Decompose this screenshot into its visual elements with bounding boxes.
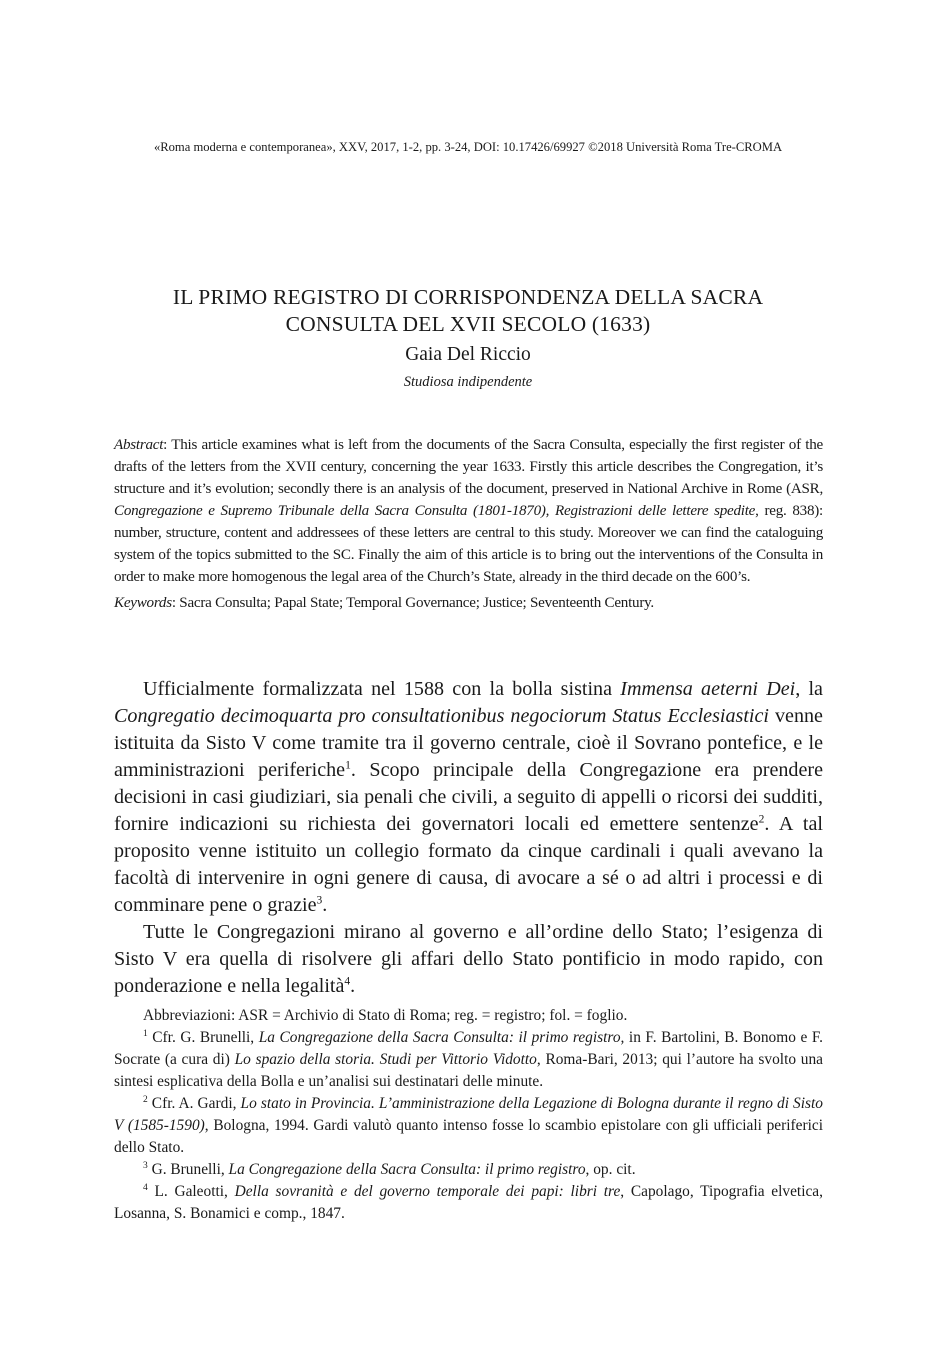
abstract-source-title: Congregazione e Supremo Tribunale della Sacra Consulta (1801-1870), Registrazioni delle lettere spedite: [114, 503, 756, 519]
footnote-ref-2[interactable]: 2: [758, 813, 765, 826]
footnote-number: 3: [143, 1160, 148, 1171]
body-italic-span: Immensa aeterni Dei: [620, 678, 796, 700]
footnote-italic: Lo spazio della storia. Studi per Vittorio Vidotto: [234, 1051, 537, 1068]
footnote-text: , Capolago, Tipografia elvetica, Losanna, S. Bonamici e comp., 1847.: [114, 1183, 823, 1222]
body-paragraph-2: [114, 919, 823, 1000]
footnote-ref-3[interactable]: 3: [316, 894, 323, 907]
body-text-span: . Scopo principale della Congregazione era prendere decisioni in casi giudiziari, sia penali che civili, a seguito di appelli o ricorsi dei sudditi, fornire indicazioni su richiesta dei governatori locali ed emettere sentenze: [114, 759, 823, 835]
body-text-span: .: [322, 894, 328, 916]
footnote-text: , Roma-Bari, 2013; qui l’autore ha svolto una sintesi esplicativa della Bolla e un’analisi sui destinatari delle minute.: [114, 1051, 824, 1090]
article-title-line-1: IL PRIMO REGISTRO DI CORRISPONDENZA DELLA SACRA: [172, 285, 764, 309]
title-block: [100, 284, 836, 392]
footnote-text: Cfr. A. Gardi,: [147, 1095, 241, 1112]
author-affiliation: Studiosa indipendente: [403, 374, 533, 390]
footnote-2: [114, 1093, 823, 1159]
body-text-span: Tutte le Congregazioni mirano al governo e all’ordine dello Stato; l’esigenza di Sisto V era quella di risolvere gli affari dello Stato pontificio in modo rapido, con ponderazione e nella legalità: [114, 921, 823, 997]
footnote-1: [114, 1027, 823, 1093]
keywords-label: Keywords: [114, 595, 172, 611]
abstract-text: : This article examines what is left from the documents of the Sacra Consulta, especially the first register of the drafts of the letters from the XVII century, concerning the year 1633. Firstly this article describes the Congregation, it’s structure and it’s evolution; secondly there is an analysis of the document, preserved in National Archive in Rome (ASR,: [114, 437, 823, 497]
article-title-line-2: CONSULTA DEL XVII SECOLO (1633): [285, 312, 651, 336]
footnotes-section: [114, 1005, 823, 1225]
abbreviations-note: Abbreviazioni: ASR = Archivio di Stato di Roma; reg. = registro; fol. = foglio.: [143, 1007, 628, 1024]
body-paragraph-1: [114, 676, 823, 919]
footnote-italic: Della sovranità e del governo temporale dei papi: libri tre: [234, 1183, 621, 1200]
footnote-text: in F. Bartolini, B. Bonomo e F. Socrate (a cura di): [114, 1029, 824, 1068]
footnote-3: [114, 1159, 823, 1181]
footnote-text: , op. cit.: [585, 1161, 636, 1178]
body-text-span: .: [350, 975, 356, 997]
footnote-ref-4[interactable]: 4: [344, 975, 351, 988]
keywords-text: : Sacra Consulta; Papal State; Temporal Governance; Justice; Seventeenth Century.: [171, 595, 654, 611]
footnote-italic: La Congregazione della Sacra Consulta: il primo registro: [228, 1161, 586, 1178]
abstract-text: , reg. 838): number, structure, content and addressees of these letters are central to this study. Moreover we can find the cataloguing system of the topics submitted to the SC. Finally the aim of this article is to bring out the interventions of the Consulta in order to make more homogenous the legal area of the Church’s State, already in the third decade on the 600’s.: [114, 503, 823, 585]
body-text-span: Ufficialmente formalizzata nel 1588 con la bolla sistina: [143, 678, 621, 700]
footnote-italic: La Congregazione della Sacra Consulta: il primo registro,: [258, 1029, 625, 1046]
abstract-section: [114, 434, 823, 614]
body-text-span: venne istituita da Sisto V come tramite tra il governo centrale, cioè il Sovrano pontefice, e le amministrazioni periferiche: [114, 705, 823, 781]
footnote-number: 4: [143, 1182, 148, 1193]
footnote-text: L. Galeotti,: [147, 1183, 235, 1200]
abstract-label: Abstract: [114, 437, 164, 453]
footnote-4: [114, 1181, 823, 1225]
body-text-span: . A tal proposito venne istituito un collegio formato da cinque cardinali i quali avevano la facoltà di intervenire in ogni genere di causa, di avocare a sé o ad altri i processi e di comminare pene o grazie: [114, 813, 823, 916]
footnote-ref-1[interactable]: 1: [345, 759, 351, 772]
body-text: [114, 676, 823, 1000]
body-italic-span: Congregatio decimoquarta pro consultationibus negociorum Status Ecclesiastici: [114, 705, 770, 727]
abstract-paragraph: [114, 434, 823, 588]
author-name: Gaia Del Riccio: [405, 344, 531, 365]
footnote-text: Cfr. G. Brunelli,: [147, 1029, 259, 1046]
keywords-paragraph: [114, 592, 823, 614]
footnote-number: 2: [143, 1094, 148, 1105]
footnote-text: G. Brunelli,: [147, 1161, 229, 1178]
running-head: «Roma moderna e contemporanea», XXV, 2017, 1-2, pp. 3-24, DOI: 10.17426/69927 ©2018 Università Roma Tre-CROMA: [153, 140, 783, 154]
body-text-span: , la: [795, 678, 823, 700]
footnote-italic: Lo stato in Provincia. L’amministrazione della Legazione di Bologna durante il regno di Sisto V (1585-1590): [114, 1095, 823, 1134]
footnote-text: , Bologna, 1994. Gardi valutò quanto intenso fosse lo scambio epistolare con gli ufficiali periferici dello Stato.: [114, 1117, 823, 1156]
footnote-number: 1: [143, 1028, 148, 1039]
